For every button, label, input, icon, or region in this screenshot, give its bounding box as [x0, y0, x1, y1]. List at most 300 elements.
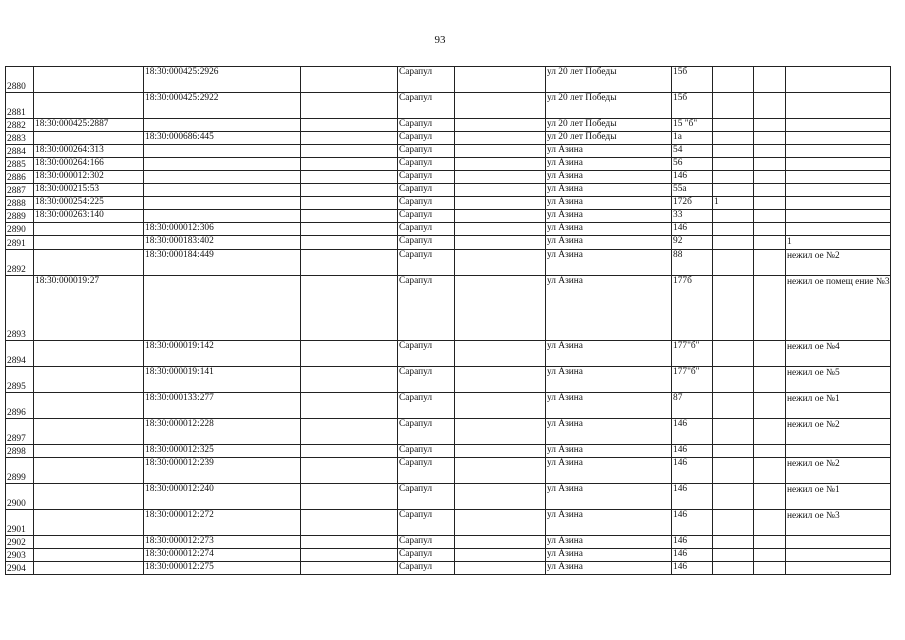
cadastral-number: 18:30:000425:2922 — [144, 93, 301, 119]
street: ул Азина — [546, 458, 672, 484]
table-row — [6, 276, 891, 341]
cadastral-number: 18:30:000012:272 — [144, 510, 301, 536]
empty-cell — [455, 171, 546, 184]
empty-cell — [455, 145, 546, 158]
street: ул Азина — [546, 171, 672, 184]
row-number: 2880 — [6, 67, 34, 93]
empty-cell — [754, 132, 786, 145]
note: нежил ое №2 — [786, 419, 891, 445]
house-number: 146 — [672, 445, 713, 458]
empty-cell — [455, 93, 546, 119]
city: Сарапул — [398, 341, 455, 367]
flag — [713, 510, 754, 536]
cadastral-number: 18:30:000012:275 — [144, 562, 301, 575]
object-id — [34, 223, 144, 236]
note — [786, 197, 891, 210]
table-row — [6, 197, 891, 210]
city: Сарапул — [398, 484, 455, 510]
flag — [713, 93, 754, 119]
street: ул Азина — [546, 510, 672, 536]
row-number: 2894 — [6, 341, 34, 367]
row-number: 2896 — [6, 393, 34, 419]
house-number: 146 — [672, 419, 713, 445]
street: ул 20 лет Победы — [546, 119, 672, 132]
cadastral-number — [144, 210, 301, 223]
row-number: 2883 — [6, 132, 34, 145]
street: ул Азина — [546, 484, 672, 510]
empty-cell — [754, 458, 786, 484]
note: нежил ое №3 — [786, 510, 891, 536]
empty-cell — [455, 445, 546, 458]
cadastral-number: 18:30:000425:2926 — [144, 67, 301, 93]
empty-cell — [301, 145, 398, 158]
note — [786, 67, 891, 93]
empty-cell — [301, 536, 398, 549]
empty-cell — [301, 171, 398, 184]
city: Сарапул — [398, 236, 455, 250]
empty-cell — [754, 536, 786, 549]
cadastral-number — [144, 119, 301, 132]
empty-cell — [455, 536, 546, 549]
street: ул Азина — [546, 445, 672, 458]
house-number: 172б — [672, 197, 713, 210]
empty-cell — [301, 119, 398, 132]
row-number: 2901 — [6, 510, 34, 536]
cadastral-number: 18:30:000133:277 — [144, 393, 301, 419]
table-row — [6, 210, 891, 223]
city: Сарапул — [398, 197, 455, 210]
note — [786, 549, 891, 562]
table-row — [6, 250, 891, 276]
house-number: 146 — [672, 458, 713, 484]
street: ул Азина — [546, 236, 672, 250]
note — [786, 119, 891, 132]
note: нежил ое №4 — [786, 341, 891, 367]
street: ул Азина — [546, 367, 672, 393]
row-number: 2891 — [6, 236, 34, 250]
empty-cell — [455, 276, 546, 341]
house-number: 146 — [672, 536, 713, 549]
table-row — [6, 67, 891, 93]
table-row — [6, 171, 891, 184]
empty-cell — [754, 197, 786, 210]
empty-cell — [455, 236, 546, 250]
empty-cell — [754, 445, 786, 458]
empty-cell — [455, 393, 546, 419]
empty-cell — [301, 276, 398, 341]
empty-cell — [455, 484, 546, 510]
row-number: 2890 — [6, 223, 34, 236]
note — [786, 223, 891, 236]
cadastral-number: 18:30:000019:141 — [144, 367, 301, 393]
flag — [713, 250, 754, 276]
house-number: 177б — [672, 276, 713, 341]
empty-cell — [754, 419, 786, 445]
note — [786, 145, 891, 158]
city: Сарапул — [398, 250, 455, 276]
empty-cell — [754, 223, 786, 236]
cadastral-number — [144, 158, 301, 171]
note: нежил ое №2 — [786, 250, 891, 276]
street: ул Азина — [546, 393, 672, 419]
table-row — [6, 367, 891, 393]
table-row — [6, 549, 891, 562]
flag — [713, 419, 754, 445]
row-number: 2902 — [6, 536, 34, 549]
flag — [713, 210, 754, 223]
flag — [713, 445, 754, 458]
house-number: 146 — [672, 510, 713, 536]
street: ул Азина — [546, 145, 672, 158]
street: ул Азина — [546, 536, 672, 549]
empty-cell — [754, 210, 786, 223]
table-row — [6, 223, 891, 236]
object-id — [34, 419, 144, 445]
street: ул Азина — [546, 549, 672, 562]
object-id: 18:30:000263:140 — [34, 210, 144, 223]
registry-rows — [6, 67, 891, 575]
cadastral-number: 18:30:000686:445 — [144, 132, 301, 145]
city: Сарапул — [398, 536, 455, 549]
flag — [713, 458, 754, 484]
note — [786, 184, 891, 197]
cadastral-number: 18:30:000012:274 — [144, 549, 301, 562]
city: Сарапул — [398, 445, 455, 458]
street: ул Азина — [546, 158, 672, 171]
empty-cell — [301, 562, 398, 575]
cadastral-number: 18:30:000012:273 — [144, 536, 301, 549]
table-row — [6, 536, 891, 549]
empty-cell — [301, 67, 398, 93]
house-number: 146 — [672, 562, 713, 575]
city: Сарапул — [398, 184, 455, 197]
empty-cell — [301, 445, 398, 458]
house-number: 33 — [672, 210, 713, 223]
row-number: 2899 — [6, 458, 34, 484]
empty-cell — [455, 67, 546, 93]
street: ул Азина — [546, 562, 672, 575]
cadastral-number: 18:30:000012:306 — [144, 223, 301, 236]
object-id — [34, 67, 144, 93]
row-number: 2886 — [6, 171, 34, 184]
row-number: 2904 — [6, 562, 34, 575]
empty-cell — [754, 67, 786, 93]
house-number: 54 — [672, 145, 713, 158]
empty-cell — [301, 158, 398, 171]
note — [786, 536, 891, 549]
empty-cell — [754, 549, 786, 562]
cadastral-number: 18:30:000012:239 — [144, 458, 301, 484]
cadastral-number — [144, 276, 301, 341]
flag — [713, 341, 754, 367]
empty-cell — [455, 549, 546, 562]
empty-cell — [754, 393, 786, 419]
city: Сарапул — [398, 158, 455, 171]
note — [786, 93, 891, 119]
empty-cell — [754, 171, 786, 184]
house-number: 56 — [672, 158, 713, 171]
empty-cell — [301, 223, 398, 236]
object-id — [34, 132, 144, 145]
object-id — [34, 445, 144, 458]
empty-cell — [455, 184, 546, 197]
flag — [713, 367, 754, 393]
street: ул Азина — [546, 197, 672, 210]
cadastral-number: 18:30:000012:325 — [144, 445, 301, 458]
object-id — [34, 536, 144, 549]
city: Сарапул — [398, 562, 455, 575]
empty-cell — [455, 341, 546, 367]
registry-table — [5, 66, 891, 575]
row-number: 2895 — [6, 367, 34, 393]
empty-cell — [754, 93, 786, 119]
city: Сарапул — [398, 419, 455, 445]
empty-cell — [754, 145, 786, 158]
note — [786, 171, 891, 184]
flag — [713, 484, 754, 510]
empty-cell — [754, 562, 786, 575]
empty-cell — [301, 197, 398, 210]
note — [786, 562, 891, 575]
city: Сарапул — [398, 171, 455, 184]
note: нежил ое №5 — [786, 367, 891, 393]
flag — [713, 236, 754, 250]
city: Сарапул — [398, 458, 455, 484]
street: ул Азина — [546, 341, 672, 367]
empty-cell — [301, 367, 398, 393]
cadastral-number: 18:30:000019:142 — [144, 341, 301, 367]
street: ул Азина — [546, 250, 672, 276]
house-number: 92 — [672, 236, 713, 250]
empty-cell — [301, 210, 398, 223]
table-row — [6, 93, 891, 119]
flag — [713, 67, 754, 93]
street: ул Азина — [546, 184, 672, 197]
city: Сарапул — [398, 210, 455, 223]
flag — [713, 119, 754, 132]
flag — [713, 158, 754, 171]
row-number: 2882 — [6, 119, 34, 132]
empty-cell — [455, 132, 546, 145]
street: ул Азина — [546, 419, 672, 445]
cadastral-number — [144, 197, 301, 210]
object-id — [34, 393, 144, 419]
table-row — [6, 562, 891, 575]
flag — [713, 393, 754, 419]
house-number: 177"б" — [672, 341, 713, 367]
empty-cell — [301, 184, 398, 197]
empty-cell — [301, 484, 398, 510]
row-number: 2889 — [6, 210, 34, 223]
street: ул Азина — [546, 276, 672, 341]
empty-cell — [301, 419, 398, 445]
city: Сарапул — [398, 276, 455, 341]
table-row — [6, 132, 891, 145]
house-number: 177"б" — [672, 367, 713, 393]
house-number: 15 "б" — [672, 119, 713, 132]
object-id — [34, 341, 144, 367]
cadastral-number — [144, 145, 301, 158]
empty-cell — [754, 250, 786, 276]
house-number: 146 — [672, 484, 713, 510]
table-row — [6, 184, 891, 197]
city: Сарапул — [398, 93, 455, 119]
table-row — [6, 445, 891, 458]
house-number: 146 — [672, 549, 713, 562]
row-number: 2881 — [6, 93, 34, 119]
note: нежил ое №1 — [786, 393, 891, 419]
note: 1 — [786, 236, 891, 250]
city: Сарапул — [398, 549, 455, 562]
flag: 1 — [713, 197, 754, 210]
cadastral-number — [144, 184, 301, 197]
table-row — [6, 145, 891, 158]
object-id — [34, 93, 144, 119]
note: нежил ое №1 — [786, 484, 891, 510]
house-number: 55а — [672, 184, 713, 197]
object-id: 18:30:000264:313 — [34, 145, 144, 158]
empty-cell — [301, 132, 398, 145]
table-row — [6, 510, 891, 536]
object-id: 18:30:000215:53 — [34, 184, 144, 197]
object-id — [34, 484, 144, 510]
row-number: 2903 — [6, 549, 34, 562]
empty-cell — [754, 341, 786, 367]
house-number: 88 — [672, 250, 713, 276]
page-number: 93 — [434, 34, 446, 46]
note — [786, 445, 891, 458]
street: ул 20 лет Победы — [546, 67, 672, 93]
empty-cell — [754, 236, 786, 250]
city: Сарапул — [398, 119, 455, 132]
table-row — [6, 419, 891, 445]
empty-cell — [301, 458, 398, 484]
empty-cell — [455, 419, 546, 445]
city: Сарапул — [398, 367, 455, 393]
house-number: 146 — [672, 223, 713, 236]
empty-cell — [455, 250, 546, 276]
object-id: 18:30:000425:2887 — [34, 119, 144, 132]
object-id — [34, 562, 144, 575]
row-number: 2884 — [6, 145, 34, 158]
note — [786, 132, 891, 145]
flag — [713, 562, 754, 575]
object-id: 18:30:000264:166 — [34, 158, 144, 171]
table-row — [6, 393, 891, 419]
empty-cell — [754, 484, 786, 510]
row-number: 2888 — [6, 197, 34, 210]
object-id — [34, 549, 144, 562]
note — [786, 210, 891, 223]
empty-cell — [301, 549, 398, 562]
city: Сарапул — [398, 393, 455, 419]
empty-cell — [455, 562, 546, 575]
row-number: 2900 — [6, 484, 34, 510]
object-id: 18:30:000254:225 — [34, 197, 144, 210]
flag — [713, 145, 754, 158]
table-row — [6, 341, 891, 367]
table-row — [6, 119, 891, 132]
flag — [713, 276, 754, 341]
city: Сарапул — [398, 145, 455, 158]
city: Сарапул — [398, 510, 455, 536]
house-number: 15б — [672, 67, 713, 93]
empty-cell — [301, 341, 398, 367]
empty-cell — [455, 367, 546, 393]
cadastral-number: 18:30:000183:402 — [144, 236, 301, 250]
table-row — [6, 484, 891, 510]
note: нежил ое №2 — [786, 458, 891, 484]
flag — [713, 132, 754, 145]
cadastral-number: 18:30:000012:240 — [144, 484, 301, 510]
city: Сарапул — [398, 132, 455, 145]
cadastral-number: 18:30:000012:228 — [144, 419, 301, 445]
empty-cell — [455, 158, 546, 171]
row-number: 2893 — [6, 276, 34, 341]
empty-cell — [301, 250, 398, 276]
flag — [713, 171, 754, 184]
house-number: 1а — [672, 132, 713, 145]
street: ул Азина — [546, 223, 672, 236]
row-number: 2887 — [6, 184, 34, 197]
cadastral-number: 18:30:000184:449 — [144, 250, 301, 276]
row-number: 2892 — [6, 250, 34, 276]
table-row — [6, 236, 891, 250]
object-id: 18:30:000012:302 — [34, 171, 144, 184]
empty-cell — [754, 158, 786, 171]
flag — [713, 549, 754, 562]
house-number: 146 — [672, 171, 713, 184]
empty-cell — [301, 510, 398, 536]
row-number: 2898 — [6, 445, 34, 458]
object-id — [34, 367, 144, 393]
street: ул 20 лет Победы — [546, 132, 672, 145]
street: ул 20 лет Победы — [546, 93, 672, 119]
empty-cell — [455, 223, 546, 236]
house-number: 15б — [672, 93, 713, 119]
empty-cell — [301, 93, 398, 119]
empty-cell — [754, 367, 786, 393]
cadastral-number — [144, 171, 301, 184]
flag — [713, 223, 754, 236]
street: ул Азина — [546, 210, 672, 223]
flag — [713, 536, 754, 549]
table-row — [6, 458, 891, 484]
object-id — [34, 250, 144, 276]
city: Сарапул — [398, 67, 455, 93]
empty-cell — [301, 393, 398, 419]
object-id: 18:30:000019:27 — [34, 276, 144, 341]
empty-cell — [455, 197, 546, 210]
empty-cell — [754, 510, 786, 536]
empty-cell — [455, 510, 546, 536]
object-id — [34, 236, 144, 250]
object-id — [34, 458, 144, 484]
empty-cell — [754, 119, 786, 132]
empty-cell — [754, 276, 786, 341]
empty-cell — [301, 236, 398, 250]
row-number: 2885 — [6, 158, 34, 171]
object-id — [34, 510, 144, 536]
city: Сарапул — [398, 223, 455, 236]
empty-cell — [754, 184, 786, 197]
note: нежил ое помещ ение №3 — [786, 276, 891, 341]
empty-cell — [455, 210, 546, 223]
table-row — [6, 158, 891, 171]
flag — [713, 184, 754, 197]
empty-cell — [455, 458, 546, 484]
house-number: 87 — [672, 393, 713, 419]
